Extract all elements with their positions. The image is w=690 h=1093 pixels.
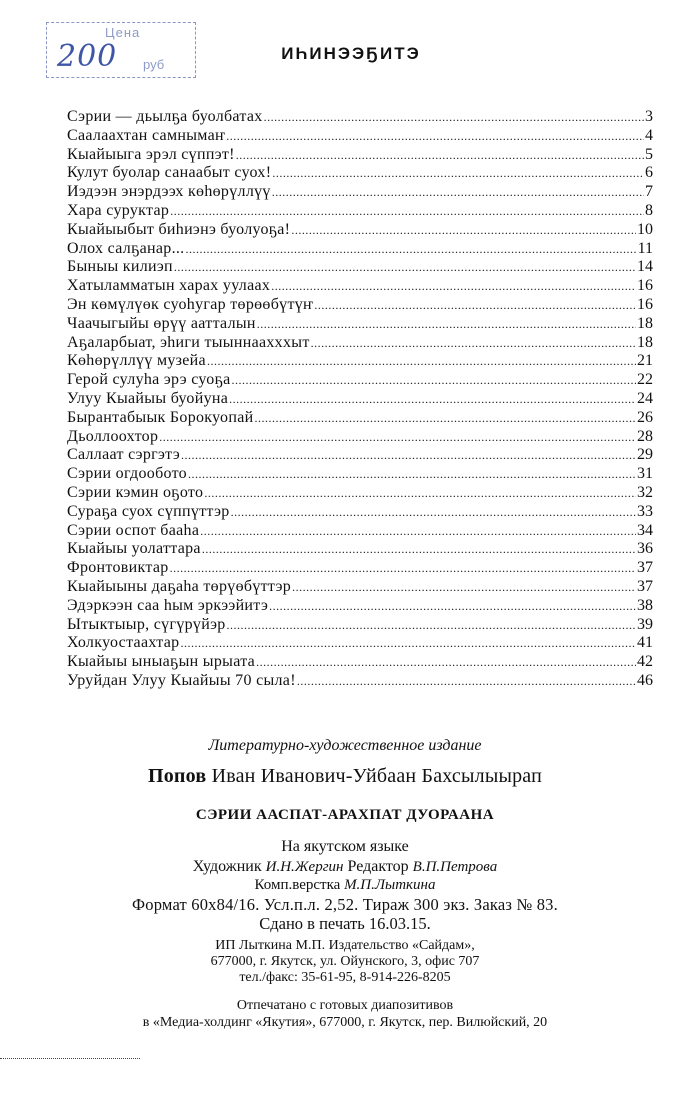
artist-label: Художник bbox=[192, 858, 262, 875]
toc-leader-dots bbox=[297, 672, 636, 691]
imprint-publisher-line-3: тел./факс: 35-61-95, 8-914-226-8205 bbox=[239, 970, 451, 985]
toc-entry-page: 7 bbox=[645, 183, 653, 201]
toc-leader-dots bbox=[159, 428, 636, 447]
toc-entry-title: Эдэркээн саа һым эркээйитэ bbox=[67, 596, 269, 614]
toc-entry bbox=[67, 108, 653, 127]
toc-leader-dots bbox=[314, 296, 636, 315]
imprint-format: Формат 60х84/16. Усл.п.л. 2,52. Тираж 300 экз. Заказ № 83. bbox=[132, 895, 558, 914]
toc-leader-dots bbox=[269, 597, 636, 616]
imprint-signed: Сдано в печать 16.03.15. bbox=[259, 914, 431, 933]
toc-leader-dots bbox=[257, 315, 636, 334]
toc-entry-title: Кыайыыбыт биһиэнэ буолуоҕа! bbox=[67, 220, 291, 238]
toc-entry bbox=[67, 183, 653, 202]
toc-entry-page: 41 bbox=[637, 634, 653, 652]
toc-leader-dots bbox=[272, 164, 644, 183]
toc-leader-dots bbox=[232, 371, 636, 390]
imprint-language: На якутском языке bbox=[281, 838, 409, 855]
toc-entry-title: Сэрии кэмин оҕото bbox=[67, 483, 204, 501]
price-stamp-label: Цена bbox=[105, 25, 141, 40]
editor-label: Редактор bbox=[347, 858, 409, 875]
toc-entry-title: Кыайыы уолаттара bbox=[67, 540, 201, 558]
toc-entry-title: Олох салҕанар... bbox=[67, 239, 185, 257]
toc-entry-page: 11 bbox=[637, 239, 653, 257]
toc-entry bbox=[67, 277, 653, 296]
toc-entry bbox=[67, 616, 653, 635]
toc-entry-page: 4 bbox=[645, 126, 653, 144]
toc-entry bbox=[67, 578, 653, 597]
toc-entry-page: 24 bbox=[637, 389, 653, 407]
toc-entry-page: 18 bbox=[637, 333, 653, 351]
toc-entry-page: 38 bbox=[637, 596, 653, 614]
toc-leader-dots bbox=[291, 221, 636, 240]
imprint-genre: Литературно-художественное издание bbox=[208, 737, 482, 754]
toc-leader-dots bbox=[311, 334, 636, 353]
toc-entry-page: 18 bbox=[637, 314, 653, 332]
toc-entry-page: 5 bbox=[645, 145, 653, 163]
imprint-printed-line-1: Отпечатано с готовых диапозитивов bbox=[236, 998, 454, 1013]
toc-entry-title: Сураҕа суох сүппүттэр bbox=[67, 502, 230, 520]
toc-entry bbox=[67, 371, 653, 390]
toc-entry-page: 42 bbox=[637, 653, 653, 671]
toc-entry-title: Холкуостаахтар bbox=[67, 634, 180, 652]
toc-entry-page: 36 bbox=[637, 540, 653, 558]
toc-entry-title: Герой сулуһа эрэ суоҕа bbox=[67, 371, 231, 389]
toc-leader-dots bbox=[272, 183, 644, 202]
toc-entry-page: 16 bbox=[637, 295, 653, 313]
toc-entry-title: Кыайыыны даҕаһа төрүөбүттэр bbox=[67, 577, 292, 595]
toc-leader-dots bbox=[188, 465, 636, 484]
toc-entry bbox=[67, 559, 653, 578]
toc-entry-title: Кулут буолар санаабыт суох! bbox=[67, 164, 272, 182]
toc-leader-dots bbox=[292, 578, 636, 597]
toc-entry-title: Аҕаларбыат, эһиги тыыннаахххыт bbox=[67, 333, 310, 351]
imprint-layout bbox=[0, 877, 690, 894]
imprint-publisher-line-2: 677000, г. Якутск, ул. Ойунского, 3, офис 707 bbox=[210, 954, 480, 969]
toc-entry-page: 14 bbox=[637, 258, 653, 276]
toc-entry-page: 8 bbox=[645, 201, 653, 219]
toc-entry-page: 3 bbox=[645, 108, 653, 125]
toc-leader-dots bbox=[185, 240, 636, 259]
toc-entry-page: 26 bbox=[637, 408, 653, 426]
imprint-publisher-line-1: ИП Лыткина М.П. Издательство «Сайдам», bbox=[215, 938, 475, 953]
toc-entry-title: Хара суруктар bbox=[67, 201, 170, 219]
toc-entry-title: Дьоллоохтор bbox=[67, 427, 159, 445]
toc-entry bbox=[67, 390, 653, 409]
table-of-contents bbox=[67, 108, 653, 691]
toc-entry-title: Чаачыгыйы өрүү аатталын bbox=[67, 314, 256, 332]
toc-entry-title: Саалаахтан самнымаҥ bbox=[67, 126, 226, 144]
toc-entry bbox=[67, 164, 653, 183]
toc-entry-page: 22 bbox=[637, 371, 653, 389]
toc-leader-dots bbox=[231, 503, 636, 522]
toc-entry-title: Иэдээн энэрдээх көһөрүллүү bbox=[67, 183, 271, 201]
toc-entry bbox=[67, 352, 653, 371]
toc-entry-page: 34 bbox=[637, 521, 653, 539]
footer-dotted-line bbox=[0, 1058, 140, 1059]
toc-entry-page: 10 bbox=[637, 220, 653, 238]
toc-entry-title: Сэрии огдообото bbox=[67, 465, 187, 483]
toc-entry-title: Быныы килиэп bbox=[67, 258, 173, 276]
toc-entry-page: 39 bbox=[637, 615, 653, 633]
toc-entry-title: Саллаат сэргэтэ bbox=[67, 446, 181, 464]
author-name: Иван Иванович-Уйбаан Бахсылыырап bbox=[211, 765, 543, 787]
toc-entry-title: Сэрии оспот бааһа bbox=[67, 521, 200, 539]
toc-leader-dots bbox=[181, 446, 636, 465]
toc-entry-page: 31 bbox=[637, 465, 653, 483]
imprint-printed-line-2: в «Медиа-холдинг «Якутия», 677000, г. Якутск, пер. Вилюйский, 20 bbox=[142, 1015, 548, 1030]
toc-entry bbox=[67, 334, 653, 353]
toc-entry bbox=[67, 634, 653, 653]
toc-leader-dots bbox=[170, 559, 636, 578]
toc-entry bbox=[67, 240, 653, 259]
artist-name: И.Н.Жергин bbox=[265, 859, 344, 875]
toc-entry-title: Фронтовиктар bbox=[67, 559, 169, 577]
toc-entry-title: Уруйдан Улуу Кыайыы 70 сыла! bbox=[67, 671, 296, 689]
toc-entry bbox=[67, 428, 653, 447]
toc-entry-page: 16 bbox=[637, 277, 653, 295]
toc-entry-title: Хатыламматын харах уулаах bbox=[67, 277, 271, 295]
toc-entry bbox=[67, 221, 653, 240]
toc-entry bbox=[67, 540, 653, 559]
toc-leader-dots bbox=[229, 390, 636, 409]
toc-leader-dots bbox=[226, 127, 644, 146]
toc-entry bbox=[67, 522, 653, 541]
toc-entry bbox=[67, 258, 653, 277]
toc-entry bbox=[67, 484, 653, 503]
editor-name: В.П.Петрова bbox=[412, 859, 498, 875]
toc-entry-title: Кыайыыга эрэл сүппэт! bbox=[67, 145, 235, 163]
price-stamp-unit: руб bbox=[143, 57, 165, 72]
toc-entry-page: 46 bbox=[637, 671, 653, 689]
toc-entry bbox=[67, 653, 653, 672]
toc-entry-page: 32 bbox=[637, 483, 653, 501]
toc-entry-title: Бырантабыык Борокуопай bbox=[67, 408, 254, 426]
imprint-book-title: СЭРИИ ААСПАТ-АРАХПАТ ДУОРААНА bbox=[195, 807, 495, 823]
toc-leader-dots bbox=[174, 258, 636, 277]
toc-leader-dots bbox=[236, 146, 644, 165]
toc-entry bbox=[67, 446, 653, 465]
layout-name: М.П.Лыткина bbox=[344, 877, 436, 893]
toc-leader-dots bbox=[180, 634, 636, 653]
toc-entry-title: Сэрии — дьылҕа буолбатах bbox=[67, 108, 263, 125]
toc-entry-page: 37 bbox=[637, 559, 653, 577]
toc-leader-dots bbox=[202, 540, 636, 559]
toc-entry-page: 6 bbox=[645, 164, 653, 182]
price-stamp-value: 200 bbox=[57, 39, 118, 74]
toc-leader-dots bbox=[256, 653, 636, 672]
toc-leader-dots bbox=[170, 202, 644, 221]
toc-entry-title: Ытыктыыр, сүгүрүйэр bbox=[67, 615, 226, 633]
toc-entry bbox=[67, 465, 653, 484]
author-surname: Попов bbox=[147, 765, 207, 787]
toc-entry-title: Кыайыы ыныаҕын ырыата bbox=[67, 653, 256, 671]
toc-leader-dots bbox=[264, 108, 644, 127]
imprint-credits bbox=[0, 858, 690, 876]
toc-entry bbox=[67, 503, 653, 522]
toc-entry bbox=[67, 296, 653, 315]
toc-entry bbox=[67, 597, 653, 616]
toc-entry-page: 21 bbox=[637, 352, 653, 370]
toc-entry-title: Эн көмүлүөк суоһугар төрөөбүтүҥ bbox=[67, 295, 314, 313]
toc-entry-page: 37 bbox=[637, 577, 653, 595]
toc-entry bbox=[67, 146, 653, 165]
imprint-author bbox=[0, 765, 690, 788]
toc-entry bbox=[67, 127, 653, 146]
toc-leader-dots bbox=[271, 277, 636, 296]
toc-leader-dots bbox=[200, 522, 636, 541]
layout-label: Комп.верстка bbox=[254, 877, 341, 893]
toc-leader-dots bbox=[254, 409, 636, 428]
contents-title: ИҺИНЭЭҔИТЭ bbox=[281, 44, 421, 63]
toc-leader-dots bbox=[204, 484, 636, 503]
toc-entry-title: Улуу Кыайыы буойуна bbox=[67, 389, 229, 407]
toc-leader-dots bbox=[207, 352, 636, 371]
toc-entry bbox=[67, 315, 653, 334]
toc-entry-page: 28 bbox=[637, 427, 653, 445]
toc-entry-page: 33 bbox=[637, 502, 653, 520]
toc-entry-title: Көһөрүллүү музейа bbox=[67, 352, 206, 370]
toc-entry bbox=[67, 409, 653, 428]
toc-entry bbox=[67, 202, 653, 221]
toc-entry-page: 29 bbox=[637, 446, 653, 464]
toc-entry bbox=[67, 672, 653, 691]
toc-leader-dots bbox=[227, 616, 636, 635]
